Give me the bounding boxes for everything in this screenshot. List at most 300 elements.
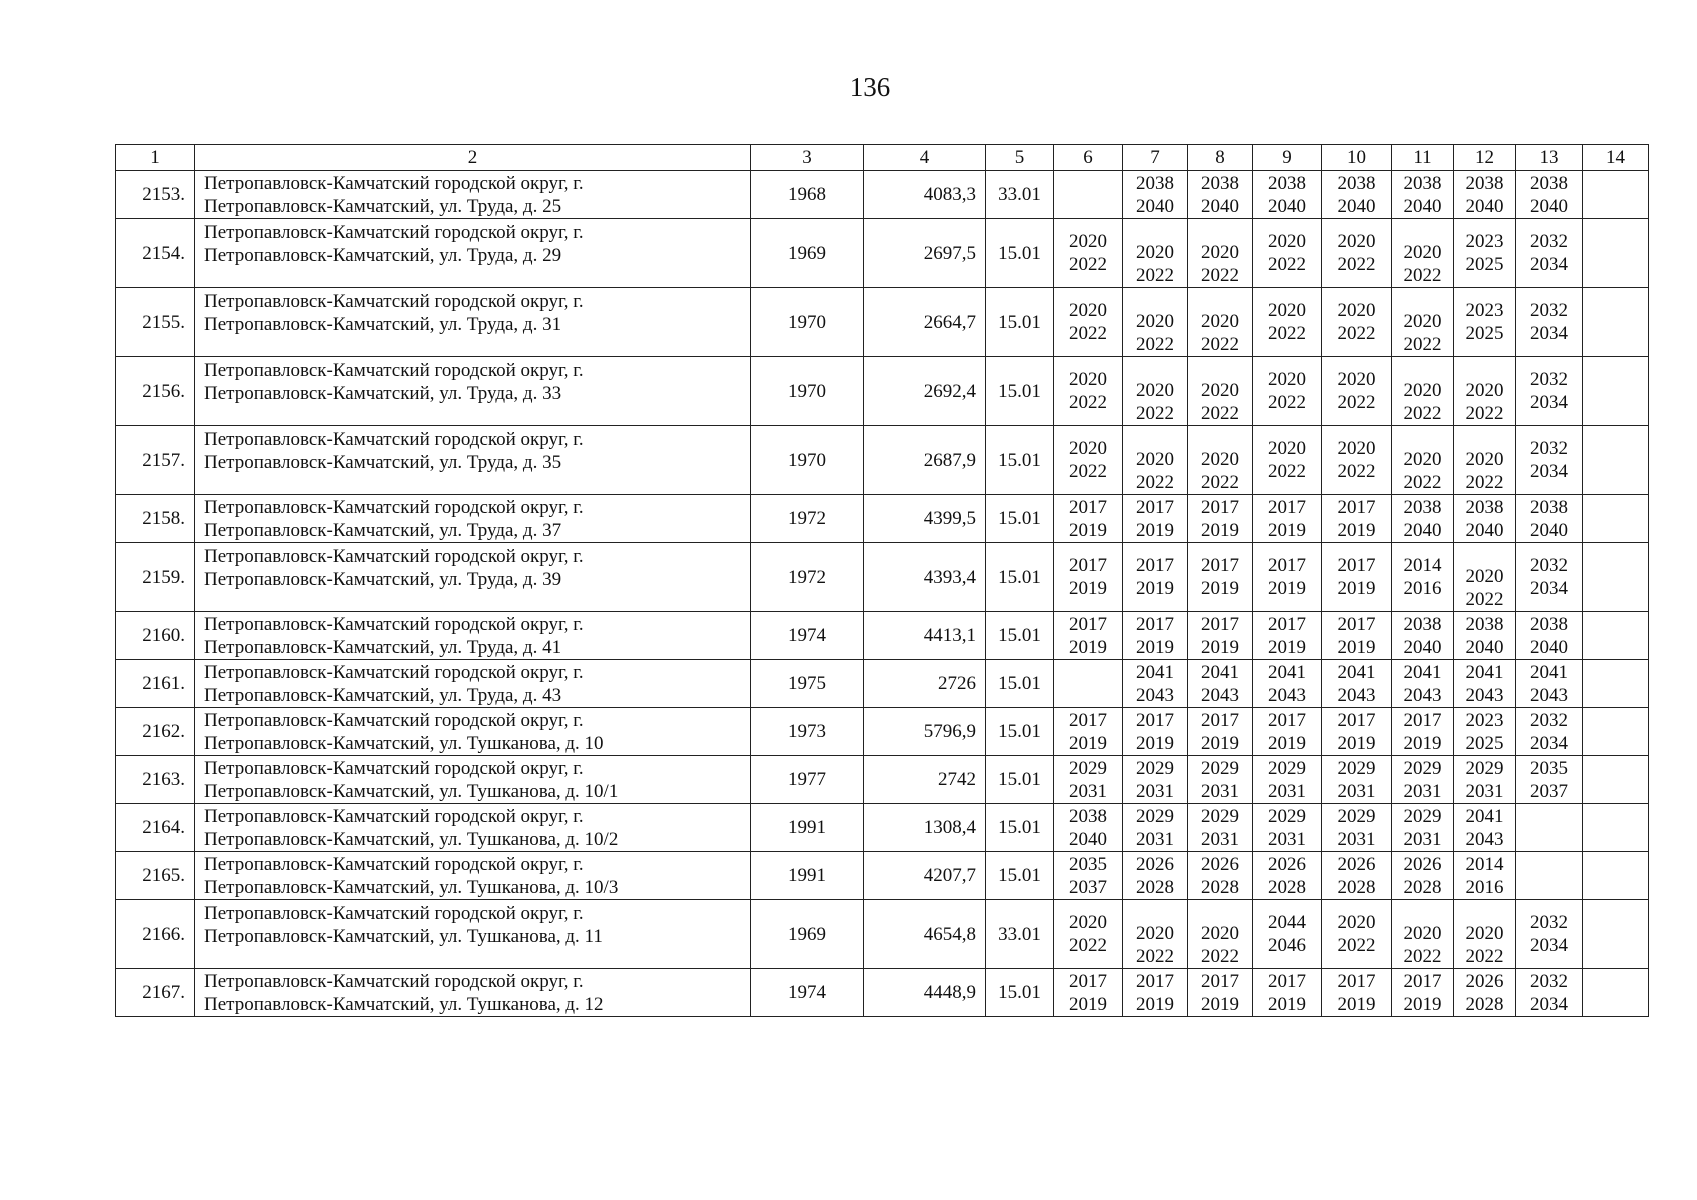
period-start: 2026 xyxy=(1337,853,1376,875)
period-end: 2022 xyxy=(1403,946,1442,967)
address-cell xyxy=(195,219,751,288)
period-cell xyxy=(1188,219,1253,288)
period-start: 2020 xyxy=(1136,311,1174,332)
period-start: 2020 xyxy=(1069,369,1107,390)
period-start: 2041 xyxy=(1403,661,1442,683)
period-start: 2017 xyxy=(1337,613,1376,635)
category-code: 15.01 xyxy=(986,288,1054,357)
period-cell xyxy=(1516,219,1583,288)
period-start: 2032 xyxy=(1530,369,1568,390)
period-start: 2014 xyxy=(1403,555,1442,576)
total-area: 4207,7 xyxy=(864,852,986,900)
period-cell xyxy=(1054,708,1123,756)
period-start: 2020 xyxy=(1268,369,1306,390)
address-cell xyxy=(195,495,751,543)
period-cell xyxy=(1583,357,1649,426)
period-start: 2020 xyxy=(1403,449,1442,470)
period-end: 2019 xyxy=(1201,732,1239,754)
period-cell xyxy=(1054,543,1123,612)
period-end: 2019 xyxy=(1201,636,1239,658)
period-end: 2031 xyxy=(1069,780,1107,802)
period-cell xyxy=(1392,969,1454,1017)
period-end: 2019 xyxy=(1337,519,1376,541)
period-cell xyxy=(1054,660,1123,708)
period-start: 2032 xyxy=(1530,709,1568,731)
period-end: 2022 xyxy=(1268,461,1306,482)
period-cell xyxy=(1454,357,1516,426)
period-end: 2022 xyxy=(1465,403,1504,424)
period-end: 2040 xyxy=(1403,195,1442,217)
period-end: 2019 xyxy=(1337,993,1376,1015)
table-row xyxy=(116,495,1649,543)
period-end: 2034 xyxy=(1530,935,1568,956)
period-end: 2034 xyxy=(1530,323,1568,344)
period-end: 2022 xyxy=(1403,472,1442,493)
period-end: 2028 xyxy=(1268,876,1306,898)
period-end: 2034 xyxy=(1530,254,1568,275)
address-line-1: Петропавловск-Камчатский городской округ, г. xyxy=(204,970,584,992)
period-start: 2026 xyxy=(1465,970,1504,992)
period-cell xyxy=(1454,756,1516,804)
period-cell xyxy=(1516,969,1583,1017)
row-number: 2157. xyxy=(116,426,195,495)
row-number: 2155. xyxy=(116,288,195,357)
category-code: 15.01 xyxy=(986,708,1054,756)
period-cell xyxy=(1454,219,1516,288)
row-number: 2167. xyxy=(116,969,195,1017)
period-start: 2038 xyxy=(1465,496,1504,518)
total-area: 4083,3 xyxy=(864,171,986,219)
period-start: 2020 xyxy=(1268,300,1306,321)
period-cell xyxy=(1054,171,1123,219)
period-start: 2038 xyxy=(1403,496,1442,518)
period-cell xyxy=(1188,495,1253,543)
period-end: 2022 xyxy=(1136,334,1174,355)
period-end: 2031 xyxy=(1268,780,1306,802)
period-end: 2022 xyxy=(1201,946,1239,967)
period-cell xyxy=(1322,660,1392,708)
period-end: 2019 xyxy=(1201,993,1239,1015)
total-area: 4399,5 xyxy=(864,495,986,543)
period-cell xyxy=(1322,852,1392,900)
address-line-1: Петропавловск-Камчатский городской округ, г. xyxy=(204,903,584,924)
period-start: 2020 xyxy=(1268,231,1306,252)
table-row xyxy=(116,357,1649,426)
period-end: 2040 xyxy=(1268,195,1306,217)
period-cell xyxy=(1583,852,1649,900)
period-start: 2020 xyxy=(1465,380,1504,401)
period-start: 2020 xyxy=(1069,438,1107,459)
address-line-2: Петропавловск-Камчатский, ул. Тушканова, д. 10/1 xyxy=(204,780,619,802)
period-end: 2022 xyxy=(1069,323,1107,344)
period-end: 2040 xyxy=(1465,195,1504,217)
period-end: 2043 xyxy=(1465,684,1504,706)
period-cell xyxy=(1516,756,1583,804)
period-cell xyxy=(1253,900,1322,969)
period-cell xyxy=(1322,495,1392,543)
address-cell xyxy=(195,660,751,708)
period-end: 2022 xyxy=(1201,472,1239,493)
period-start: 2041 xyxy=(1465,661,1504,683)
period-end: 2040 xyxy=(1403,636,1442,658)
period-start: 2032 xyxy=(1530,912,1568,933)
period-start: 2017 xyxy=(1069,613,1107,635)
header-cell: 1 xyxy=(116,145,195,171)
period-cell xyxy=(1516,543,1583,612)
period-start: 2038 xyxy=(1465,613,1504,635)
period-start: 2038 xyxy=(1465,172,1504,194)
period-end: 2025 xyxy=(1465,323,1504,344)
header-cell: 2 xyxy=(195,145,751,171)
period-cell xyxy=(1392,804,1454,852)
period-start: 2041 xyxy=(1337,661,1376,683)
address-line-1: Петропавловск-Камчатский городской округ, г. xyxy=(204,661,584,683)
period-end: 2022 xyxy=(1268,392,1306,413)
period-cell xyxy=(1054,612,1123,660)
period-end: 2028 xyxy=(1136,876,1174,898)
period-start: 2041 xyxy=(1201,661,1239,683)
period-cell xyxy=(1583,708,1649,756)
total-area: 4654,8 xyxy=(864,900,986,969)
period-cell xyxy=(1123,543,1188,612)
period-cell xyxy=(1188,900,1253,969)
period-end: 2028 xyxy=(1337,876,1376,898)
table-row xyxy=(116,171,1649,219)
period-end: 2022 xyxy=(1136,265,1174,286)
address-cell xyxy=(195,171,751,219)
period-cell xyxy=(1188,708,1253,756)
header-cell: 13 xyxy=(1516,145,1583,171)
period-start: 2017 xyxy=(1268,555,1306,576)
period-cell xyxy=(1123,219,1188,288)
row-number: 2164. xyxy=(116,804,195,852)
table-row xyxy=(116,852,1649,900)
period-end: 2040 xyxy=(1337,195,1376,217)
period-start: 2020 xyxy=(1201,923,1239,944)
period-start: 2017 xyxy=(1136,555,1174,576)
address-line-2: Петропавловск-Камчатский, ул. Тушканова, д. 10/3 xyxy=(204,876,619,898)
period-cell xyxy=(1054,756,1123,804)
period-end: 2019 xyxy=(1268,519,1306,541)
period-cell xyxy=(1054,852,1123,900)
period-start: 2020 xyxy=(1069,231,1107,252)
period-end: 2019 xyxy=(1337,578,1376,599)
address-line-2: Петропавловск-Камчатский, ул. Тушканова, д. 10/2 xyxy=(204,828,619,850)
period-start: 2017 xyxy=(1337,555,1376,576)
address-line-2: Петропавловск-Камчатский, ул. Труда, д. 41 xyxy=(204,636,562,658)
period-cell xyxy=(1392,543,1454,612)
period-start: 2029 xyxy=(1337,757,1376,779)
period-start: 2038 xyxy=(1069,805,1107,827)
address-line-1: Петропавловск-Камчатский городской округ, г. xyxy=(204,222,584,243)
period-start: 2020 xyxy=(1337,300,1376,321)
period-end: 2043 xyxy=(1201,684,1239,706)
build-year: 1991 xyxy=(751,804,864,852)
build-year: 1968 xyxy=(751,171,864,219)
period-cell xyxy=(1454,288,1516,357)
period-start: 2020 xyxy=(1337,369,1376,390)
period-end: 2040 xyxy=(1136,195,1174,217)
period-start: 2017 xyxy=(1201,496,1239,518)
period-cell xyxy=(1253,852,1322,900)
address-line-1: Петропавловск-Камчатский городской округ, г. xyxy=(204,757,584,779)
address-line-2: Петропавловск-Камчатский, ул. Тушканова, д. 10 xyxy=(204,732,604,754)
period-start: 2029 xyxy=(1136,757,1174,779)
period-end: 2025 xyxy=(1465,254,1504,275)
period-start: 2017 xyxy=(1136,496,1174,518)
period-cell xyxy=(1253,219,1322,288)
period-end: 2025 xyxy=(1465,732,1504,754)
period-start: 2020 xyxy=(1201,380,1239,401)
address-cell xyxy=(195,543,751,612)
period-start: 2020 xyxy=(1136,380,1174,401)
address-cell xyxy=(195,804,751,852)
address-line-2: Петропавловск-Камчатский, ул. Труда, д. 33 xyxy=(204,383,562,404)
period-start: 2020 xyxy=(1403,380,1442,401)
period-end: 2031 xyxy=(1136,780,1174,802)
period-cell xyxy=(1392,357,1454,426)
period-cell xyxy=(1322,969,1392,1017)
period-cell xyxy=(1516,171,1583,219)
period-end: 2046 xyxy=(1268,935,1306,956)
period-start: 2035 xyxy=(1069,853,1107,875)
build-year: 1970 xyxy=(751,288,864,357)
period-cell xyxy=(1392,708,1454,756)
period-end: 2022 xyxy=(1268,323,1306,344)
build-year: 1973 xyxy=(751,708,864,756)
period-end: 2031 xyxy=(1465,780,1504,802)
total-area: 2726 xyxy=(864,660,986,708)
period-end: 2040 xyxy=(1403,519,1442,541)
period-end: 2022 xyxy=(1465,472,1504,493)
row-number: 2160. xyxy=(116,612,195,660)
category-code: 15.01 xyxy=(986,804,1054,852)
total-area: 5796,9 xyxy=(864,708,986,756)
period-cell xyxy=(1516,612,1583,660)
header-cell: 10 xyxy=(1322,145,1392,171)
period-start: 2017 xyxy=(1403,970,1442,992)
period-cell xyxy=(1392,660,1454,708)
period-cell xyxy=(1123,756,1188,804)
category-code: 15.01 xyxy=(986,219,1054,288)
period-cell xyxy=(1392,612,1454,660)
period-end: 2022 xyxy=(1201,265,1239,286)
header-cell: 9 xyxy=(1253,145,1322,171)
period-cell xyxy=(1454,426,1516,495)
period-start: 2041 xyxy=(1530,661,1568,683)
period-end: 2019 xyxy=(1069,636,1107,658)
category-code: 15.01 xyxy=(986,660,1054,708)
period-cell xyxy=(1054,288,1123,357)
category-code: 15.01 xyxy=(986,495,1054,543)
period-cell xyxy=(1583,288,1649,357)
period-cell xyxy=(1123,288,1188,357)
period-end: 2043 xyxy=(1530,684,1568,706)
period-start: 2026 xyxy=(1136,853,1174,875)
period-start: 2041 xyxy=(1465,805,1504,827)
period-cell xyxy=(1454,612,1516,660)
total-area: 1308,4 xyxy=(864,804,986,852)
table-row xyxy=(116,900,1649,969)
table-row xyxy=(116,219,1649,288)
period-cell xyxy=(1123,357,1188,426)
build-year: 1969 xyxy=(751,219,864,288)
period-cell xyxy=(1322,804,1392,852)
period-cell xyxy=(1454,171,1516,219)
address-line-2: Петропавловск-Камчатский, ул. Труда, д. 25 xyxy=(204,195,562,217)
address-cell xyxy=(195,708,751,756)
period-cell xyxy=(1054,357,1123,426)
build-year: 1977 xyxy=(751,756,864,804)
header-cell: 12 xyxy=(1454,145,1516,171)
period-cell xyxy=(1253,288,1322,357)
period-end: 2043 xyxy=(1136,684,1174,706)
header-cell: 8 xyxy=(1188,145,1253,171)
total-area: 4393,4 xyxy=(864,543,986,612)
period-start: 2020 xyxy=(1201,311,1239,332)
period-end: 2022 xyxy=(1268,254,1306,275)
period-end: 2043 xyxy=(1465,828,1504,850)
address-line-1: Петропавловск-Камчатский городской округ, г. xyxy=(204,496,584,518)
period-start: 2020 xyxy=(1403,311,1442,332)
period-start: 2026 xyxy=(1403,853,1442,875)
period-cell xyxy=(1054,900,1123,969)
period-cell xyxy=(1583,756,1649,804)
category-code: 33.01 xyxy=(986,900,1054,969)
period-start: 2020 xyxy=(1337,438,1376,459)
category-code: 15.01 xyxy=(986,543,1054,612)
header-cell: 5 xyxy=(986,145,1054,171)
period-end: 2022 xyxy=(1069,392,1107,413)
period-start: 2020 xyxy=(1069,300,1107,321)
period-cell xyxy=(1516,852,1583,900)
period-end: 2043 xyxy=(1268,684,1306,706)
period-end: 2040 xyxy=(1201,195,1239,217)
total-area: 4448,9 xyxy=(864,969,986,1017)
period-cell xyxy=(1054,969,1123,1017)
period-cell xyxy=(1188,804,1253,852)
period-cell xyxy=(1188,660,1253,708)
period-start: 2029 xyxy=(1136,805,1174,827)
build-year: 1970 xyxy=(751,357,864,426)
period-end: 2028 xyxy=(1465,993,1504,1015)
category-code: 15.01 xyxy=(986,852,1054,900)
period-start: 2017 xyxy=(1337,496,1376,518)
build-year: 1974 xyxy=(751,612,864,660)
period-end: 2022 xyxy=(1337,935,1376,956)
period-end: 2019 xyxy=(1069,993,1107,1015)
period-start: 2020 xyxy=(1337,912,1376,933)
period-cell xyxy=(1392,219,1454,288)
header-cell: 3 xyxy=(751,145,864,171)
table-row xyxy=(116,543,1649,612)
period-start: 2020 xyxy=(1337,231,1376,252)
period-start: 2017 xyxy=(1337,709,1376,731)
address-line-2: Петропавловск-Камчатский, ул. Труда, д. 39 xyxy=(204,569,562,590)
period-cell xyxy=(1583,495,1649,543)
period-start: 2020 xyxy=(1201,449,1239,470)
period-start: 2017 xyxy=(1268,613,1306,635)
period-start: 2017 xyxy=(1403,709,1442,731)
header-cell: 6 xyxy=(1054,145,1123,171)
period-end: 2019 xyxy=(1268,993,1306,1015)
build-year: 1991 xyxy=(751,852,864,900)
header-cell: 7 xyxy=(1123,145,1188,171)
period-cell xyxy=(1583,219,1649,288)
period-cell xyxy=(1392,852,1454,900)
period-cell xyxy=(1322,900,1392,969)
period-start: 2032 xyxy=(1530,970,1568,992)
period-cell xyxy=(1392,171,1454,219)
period-cell xyxy=(1253,426,1322,495)
period-start: 2032 xyxy=(1530,231,1568,252)
period-cell xyxy=(1322,708,1392,756)
period-start: 2038 xyxy=(1530,496,1568,518)
period-cell xyxy=(1322,612,1392,660)
period-end: 2019 xyxy=(1136,732,1174,754)
period-end: 2022 xyxy=(1465,589,1504,610)
build-year: 1970 xyxy=(751,426,864,495)
period-cell xyxy=(1454,495,1516,543)
period-cell xyxy=(1516,660,1583,708)
period-start: 2020 xyxy=(1069,912,1107,933)
period-start: 2038 xyxy=(1337,172,1376,194)
period-end: 2019 xyxy=(1268,578,1306,599)
period-cell xyxy=(1253,612,1322,660)
period-cell xyxy=(1516,288,1583,357)
table-body xyxy=(116,145,1649,1017)
period-cell xyxy=(1123,426,1188,495)
period-cell xyxy=(1253,804,1322,852)
period-end: 2040 xyxy=(1530,519,1568,541)
period-start: 2017 xyxy=(1268,496,1306,518)
period-cell xyxy=(1054,804,1123,852)
period-cell xyxy=(1322,171,1392,219)
period-start: 2038 xyxy=(1201,172,1239,194)
period-cell xyxy=(1583,804,1649,852)
period-start: 2020 xyxy=(1136,923,1174,944)
period-end: 2022 xyxy=(1337,254,1376,275)
period-start: 2017 xyxy=(1069,970,1107,992)
total-area: 2687,9 xyxy=(864,426,986,495)
address-line-1: Петропавловск-Камчатский городской округ, г. xyxy=(204,805,584,827)
period-end: 2019 xyxy=(1201,519,1239,541)
table-row xyxy=(116,426,1649,495)
period-end: 2031 xyxy=(1337,780,1376,802)
period-end: 2022 xyxy=(1136,472,1174,493)
period-start: 2014 xyxy=(1465,853,1504,875)
period-end: 2031 xyxy=(1337,828,1376,850)
address-line-1: Петропавловск-Камчатский городской округ, г. xyxy=(204,291,584,312)
period-cell xyxy=(1583,612,1649,660)
period-end: 2031 xyxy=(1403,780,1442,802)
table-row xyxy=(116,969,1649,1017)
period-start: 2017 xyxy=(1136,613,1174,635)
period-cell xyxy=(1322,219,1392,288)
period-cell xyxy=(1123,660,1188,708)
period-cell xyxy=(1123,900,1188,969)
table-row xyxy=(116,756,1649,804)
category-code: 15.01 xyxy=(986,969,1054,1017)
address-line-1: Петропавловск-Камчатский городской округ, г. xyxy=(204,360,584,381)
period-end: 2031 xyxy=(1268,828,1306,850)
period-cell xyxy=(1054,219,1123,288)
address-cell xyxy=(195,969,751,1017)
address-cell xyxy=(195,852,751,900)
period-cell xyxy=(1392,426,1454,495)
address-line-1: Петропавловск-Камчатский городской округ, г. xyxy=(204,546,584,567)
row-number: 2159. xyxy=(116,543,195,612)
